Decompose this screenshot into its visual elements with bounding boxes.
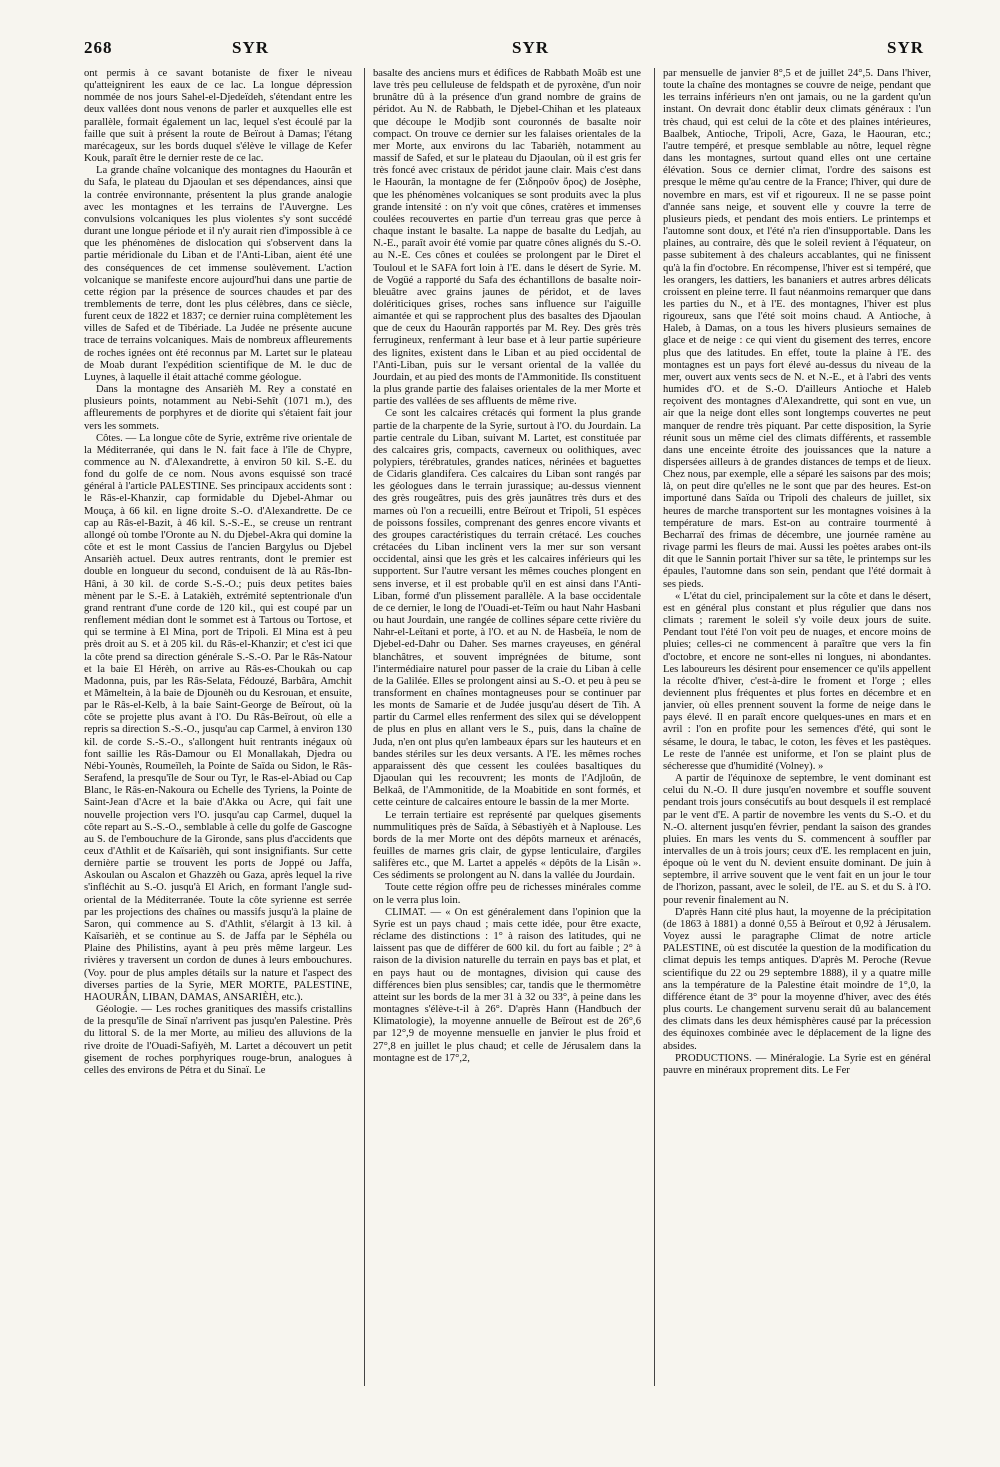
paragraph: A partir de l'équinoxe de septembre, le vent dominant est celui du N.-O. Il dure jusqu'en novembre et souffle souvent pendant trois jours consécutifs au bout desquels il est remplacé par le vent d'E. A partir de novembre les vents du S.-O. et du N.-O. alternent jusqu'en février, pendant la saison des grandes pluies. En mars les vents du S. commencent à souffler par intervalles de un à trois jours; ceux d'E. les remplacent en juin, époque où le vent du N. devient ensuite dominant. De juin à septembre, il arrive souvent que le vent fait en un jour le tour de l'horizon, passant, avec le soleil, de l'E. au S. et du S. à l'O. pour revenir finalement au N. <box>663 773 931 906</box>
paragraph: par mensuelle de janvier 8°,5 et de juillet 24°,5. Dans l'hiver, toute la chaîne des montagnes se couvre de neige, pendant que les terrains inférieurs n'en ont jamais, ou ne la gardent qu'un instant. On devrait donc établir deux climats généraux : l'un très chaud, qui est celui de la côte et des plaines intérieures, Baalbek, Antioche, Tripoli, Acre, Gaza, le Haouran, etc.; l'autre tempéré, et presque semblable au nôtre, lequel règne dans les montagnes, surtout quand elles ont une certaine élévation. Sous ce dernier climat, l'ordre des saisons est presque le même qu'au centre de la France; l'hiver, qui dure de novembre en mars, est vif et rigoureux. Il ne se passe point d'année sans neige, et souvent elle y couvre la terre de plusieurs pieds, et pendant des mois entiers. Le printemps et l'automne sont doux, et l'été n'a rien d'insupportable. Dans les plaines, au contraire, dès que le soleil revient à l'équateur, on passe subitement à des chaleurs accablantes, qui ne finissent qu'à la fin d'octobre. En récompense, l'hiver est si tempéré, que les orangers, les dattiers, les bananiers et autres arbres délicats croissent en pleine terre. Il faut néanmoins remarquer que dans les parties du N., et à l'E. des montagnes, l'hiver est plus rigoureux, sans que l'été soit moins chaud. A Antioche, à Haleb, à Damas, on a tous les hivers plusieurs semaines de glace et de neige : ce qui vient du gisement des terres, encore plus que des latitudes. En effet, toute la plaine à l'E. des montagnes est un pays fort élevé au-dessus du niveau de la mer, ouvert aux vents secs de N. et N.-E., et à l'abri des vents humides d'O. et de S.-O. D'ailleurs Antioche et Haleb reçoivent des montagnes d'Alexandrette, qui sont en vue, un air que la neige dont elles sont longtemps couvertes ne peut manquer de rendre très piquant. Par cette disposition, la Syrie réunit sous un même ciel des climats différents, et rassemble dans une enceinte étroite des jouissances que la nature a dispersées ailleurs à de grandes distances de temps et de lieux. Chez nous, par exemple, elle a séparé les saisons par des mois; là, on peut dire qu'elles ne le sont que par des heures. Est-on importuné dans Saïda ou Tripoli des chaleurs de juillet, six heures de marche transportent sur les montagnes voisines à la température de mars. Est-on au contraire tourmenté à Becharraï des frimas de décembre, une journée ramène au rivage parmi les fleurs de mai. Aussi les poètes arabes ont-ils dit que le Sannin portait l'hiver sur sa tête, le printemps sur les épaules, l'automne dans son sein, pendant que l'été dormait à ses pieds. <box>663 68 931 590</box>
paragraph: ont permis à ce savant botaniste de fixer le niveau qu'atteignirent les eaux de ce lac. La longue dépression nommée de nos jours Sahel-el-Djedeïdeh, s'étendant entre les deux vallées dont nous venons de parler et auxquelles elle est parallèle, formait également un lac, lequel s'est écoulé par la faille que suit à présent la route de Beïrout à Damas; l'étang marécageux, sur les bords duquel s'élève le village de Kefer Kouk, paraît être le dernier reste de ce lac. <box>84 68 352 165</box>
column-divider <box>654 68 655 1386</box>
paragraph: La grande chaîne volcanique des montagnes du Haourân et du Safa, le plateau du Djaoulan et ses dépendances, ainsi que la contrée environnante, présentent la plus grande analogie avec les montagnes et les terrains de l'Auvergne. Les convulsions volcaniques les plus violentes s'y sont succédé durant une longue période et il n'y aurait rien d'impossible à ce que les phénomènes de dislocation qui s'observent dans la partie méridionale du Liban et de l'Anti-Liban, aient été une des conséquences de cet immense soulèvement. L'action volcanique se manifeste encore aujourd'hui dans une partie de cette région par la présence de sources chaudes et par des tremblements de terre, dont les plus célèbres, dans ce siècle, furent ceux de 1822 et 1837; ce dernier ruina complètement les villes de Safed et de Tibériade. La Judée ne présente aucune trace de terrains volcaniques. Mais de nombreux affleurements de roches ignées ont été reconnus par M. Lartet sur le plateau de Moab durant l'expédition scientifique de M. le duc de Luynes, à laquelle il était attaché comme géologue. <box>84 165 352 383</box>
text-column-1 <box>84 68 352 1386</box>
running-head-right: SYR <box>886 38 924 57</box>
page-number: 268 <box>84 38 113 57</box>
column-divider <box>364 68 365 1386</box>
paragraph: Dans la montagne des Ansarièh M. Rey a constaté en plusieurs points, notamment au Nebi-Sehît (1071 m.), des affleurements de porphyres et de diorite qui s'étaient fait jour vers les sommets. <box>84 384 352 432</box>
page-header <box>84 38 932 64</box>
paragraph: D'après Hann cité plus haut, la moyenne de la précipitation (de 1863 à 1881) a donné 0,55 à Beïrout et 0,92 à Jérusalem. Voyez aussi le paragraphe Climat de notre article PALESTINE, où est discutée la question de la modification du climat depuis les temps antiques. D'après M. Peroche (Revue scientifique du 22 ou 29 septembre 1888), il y a quatre mille ans la température de la Palestine était moindre de 1°,0, la différence étant de 3° pour la moyenne d'hiver, avec des étés plus courts. Le changement survenu serait dû au balancement des climats dans les deux hémisphères causé par la précession des équinoxes combinée avec le déplacement de la ligne des absides. <box>663 906 931 1052</box>
paragraph: PRODUCTIONS. — Minéralogie. La Syrie est en général pauvre en minéraux proprement dits. Le Fer <box>663 1052 931 1076</box>
running-head-center: SYR <box>512 38 550 57</box>
paragraph: Géologie. — Les roches granitiques des massifs cristallins de la presqu'île de Sinaï n'arrivent pas jusqu'en Palestine. Près du littoral S. de la mer Morte, au milieu des alluvions de la rive droite de l'Ouadi-Safiyèh, M. Lartet a découvert un petit gisement de roches porphyriques rouge-brun, analogues à celles des environs de Pétra et du Sinaï. Le <box>84 1004 352 1076</box>
text-column-2 <box>373 68 641 1386</box>
paragraph: Le terrain tertiaire est représenté par quelques gisements nummulitiques près de Saïda, à Sébastiyèh et à Naplouse. Les bords de la mer Morte ont des dépôts marneux et arénacés, feuilles de marnes gris clair, de gypse lenticulaire, d'argiles salifères etc., que M. Lartet a appelés « dépôts de la Lisân ». Ces sédiments se prolongent au N. dans la vallée du Jourdain. <box>373 809 641 882</box>
running-head-left: SYR <box>232 38 270 57</box>
paragraph: basalte des anciens murs et édifices de Rabbath Moâb est une lave très peu celluleuse de feldspath et de pyroxène, d'un noir brunâtre dû à la présence d'un grand nombre de grains de péridot. Au N. de Rabbath, le Djebel-Chihan et les plateaux que découpe le Modjib sont couronnés de basalte noir compact. On trouve ce dernier sur les falaises orientales de la mer Morte, aux environs du lac Tabarièh, notamment au massif de Safed, et sur le plateau du Djaoulan, où il est gris fer très foncé avec cristaux de péridot jaune clair. Mais c'est dans le Haourân, la montagne de fer (Σιδηροῦν ὄρος) de Josèphe, que les phénomènes volcaniques se sont produits avec la plus grande intensité : on n'y voit que cônes, cratères et immenses coulées recouvertes en partie d'un terreau gras que perce à chaque instant le basalte. La nappe de basalte du Ledjah, au N.-E., paraît avoir été vomie par quatre cônes alignés du S.-O. au N.-E. Ces cônes et coulées se prolongent par le Diret el Touloul et le SAFA fort loin à l'E. dans le désert de Syrie. M. de Vogüé a rapporté du Safa des échantillons de basalte noir-bleuâtre avec grains jaunes de péridot, et de laves dolériticiques grises, roches sans influence sur l'aiguille aimantée et qui se rapprochent plus des basaltes des Djaoulan que de ceux du Haourân rapportés par M. Rey. Des grès très ferrugineux, renfermant à leur base et à leur partie supérieure des lignites, existent dans le Liban et au pied occidental de l'Anti-Liban, puis sur le versant oriental de la vallée du Jourdain, et au pied des monts de l'Ammonitide. Ils constituent la plus grande partie des falaises orientales de la mer Morte et partie des vallées de ses affluents de même rive. <box>373 68 641 408</box>
paragraph: Toute cette région offre peu de richesses minérales comme on le verra plus loin. <box>373 882 641 906</box>
text-column-3 <box>663 68 931 1386</box>
paragraph: CLIMAT. — « On est généralement dans l'opinion que la Syrie est un pays chaud ; mais cette idée, pour être exacte, réclame des distinctions : 1° à raison des latitudes, qui ne laissent pas que de différer de 600 kil. du fort au faible ; 2° à raison de la division naturelle du terrain en pays bas et plat, et en pays haut ou de montagnes, division qui cause des différences bien plus sensibles; car, tandis que le thermomètre atteint sur les bords de la mer 31 à 32 ou 33°, à peine dans les montagnes s'élève-t-il à 26°. D'après Hann (Handbuch der Klimatologie), la moyenne annuelle de Beïrout est de 26°,6 par 12°,9 de moyenne mensuelle en janvier le plus froid et 27°,8 en juillet le plus chaud; et celle de Jérusalem dans la montagne est de 17°,2, <box>373 906 641 1064</box>
paragraph: « L'état du ciel, principalement sur la côte et dans le désert, est en général plus constant et plus régulier que dans nos climats ; rarement le soleil s'y voile deux jours de suite. Pendant tout l'été l'on voit peu de nuages, et encore moins de pluies; celles-ci ne commencent à paraître que vers la fin d'octobre, et encore ne sont-elles ni longues, ni abondantes. Les laboureurs les désirent pour ensemencer ce qu'ils appellent la récolte d'hiver, c'est-à-dire le froment et l'orge ; elles deviennent plus fréquentes et plus fortes en décembre et en janvier, où elles prennent souvent la forme de neige dans le pays élevé. Il en paraît encore quelques-unes en mars et en avril : l'on en profite pour les semences d'été, qui sont le sésame, le doura, le tabac, le coton, les fèves et les pastèques. Le reste de l'année est uniforme, et l'on se plaint plus de sécheresse que d'humidité (Volney). » <box>663 590 931 772</box>
paragraph: Ce sont les calcaires crétacés qui forment la plus grande partie de la charpente de la Syrie, surtout à l'O. du Jourdain. La partie centrale du Liban, suivant M. Lartet, est constituée par des calcaires gris, compacts, caverneux ou oolithiques, avec polypiers, térébratules, grandes natices, nérinées et baguettes de Cidaris glandifera. Ces calcaires du Liban sont rangés par les géologues dans le terrain jurassique; au-dessus viennent des grès rougeâtres, puis des grès jaunâtres très durs et des marnes où l'on a recueilli, entre Beïrout et Tripoli, 51 espèces de poissons fossiles, comprenant des genres encore vivants et des groupes caractéristiques du terrain crétacé. Les couches crétacées du Liban inclinent vers la mer sur son versant occidental, ainsi que les grès et les calcaires inférieurs qui les supportent. Sur l'autre versant les mêmes couches plongent en sens inverse, et il est probable qu'il en est ainsi dans l'Anti-Liban, formé d'un plissement parallèle. A la base occidentale de ce dernier, le long de l'Ouadi-et-Teïm ou haut Nahr Hasbani ou haut Jourdain, une rangée de collines sépare cette rivière du Nahr-el-Leïtani et porte, à l'O. et au N. de Hasbeïa, le nom de Djebel-ed-Dahr ou Daher. Ses marnes crayeuses, en général blanchâtres, et souvent imprégnées de bitume, sont l'intermédiaire naturel pour passer de la craie du Liban à celle de la Galilée. Elles se prolongent ainsi au S.-O. et peu à peu se transforment en chaînes montagneuses pour se continuer par les monts de Samarie et de Judée jusqu'au désert de Tih. A partir du Carmel elles renferment des silex qui se développent de plus en plus en allant vers le S., puis, dans la chaîne de Juda, n'en ont plus qu'en lambeaux épars sur les hauteurs et en bandes stériles sur les deux versants. A l'E. les mêmes roches apparaissent dès que cessent les coulées basaltiques du Djaoulan qui les recouvrent; les monts de l'Adjloûn, de Belkaâ, de l'Ammonitide, de la Moabitide en sont formés, et cette ceinture de calcaires entoure le bassin de la mer Morte. <box>373 408 641 809</box>
paragraph: Côtes. — La longue côte de Syrie, extrême rive orientale de la Méditerranée, qui dans le N. fait face à l'île de Chypre, commence au N. d'Alexandrette, à environ 50 kil. S.-E. du fond du golfe de ce nom. Nous avons esquissé son tracé général à l'article PALESTINE. Ses principaux accidents sont : le Râs-el-Khanzir, cap formidable du Djebel-Ahmar ou Mouça, à 66 kil. en ligne droite S.-O. d'Alexandrette. De ce cap au Râs-el-Bazit, à 46 kil. S.-S.-E., se creuse un rentrant allongé où tombe l'Oronte au N. du Djebel-Akra qui domine la côte et est le mont Cassius de l'ancien Bargylus ou Djebel Ansarièh actuel. Deux autres rentrants, dont le premier est double en longueur du second, conduisent de là au Râs-Ibn-Hâni, à 30 kil. de corde S.-S.-O.; puis deux petites baies mènent par le S.-E. à Latakièh, extrémité septentrionale d'un grand rentrant d'une corde de 120 kil., qui est coupé par un renflement médian dont le sommet est à Tartous ou Tortose, et qui se termine à El Mina, port de Tripoli. El Mina est à peu près droit au S. et à 205 kil. du Râs-el-Khanzir; et c'est ici que la côte prend sa direction générale S.-S.-O. Par le Râs-Natour et la baie El Hérèh, on arrive au Râs-es-Choukah ou cap Madonna, puis, par les Râs-Selata, Fédouzé, Barbâra, Amchit et Mâmeltein, à la baie de Djounèh ou du Kesrouan, et ensuite, par le Râs-el-Kelb, à la baie Saint-George de Beïrout, où la côte se projette plus avant à l'O. Du Râs-Beïrout, où elle a repris sa direction S.-S.-O., jusqu'au cap Carmel, à environ 130 kil. de corde S.-S.-O., s'allongent huit rentrants inégaux où font saillie les Râs-Damour ou El Monallakah, Djedra ou Nébi-Younès, Roumeïleh, la Pointe de Saïda ou Sidon, le Râs-Serafend, la presqu'île de Sour ou Tyr, le Ras-el-Abiad ou Cap Blanc, le Râs-en-Nakoura ou Echelle des Tyriens, la Pointe de Saint-Jean d'Acre et la baie d'Akka ou Acre, qui fait une nouvelle projection vers l'O. jusqu'au cap Carmel, duquel la côte repart au S.-S.-O., semblable à celle du golfe de Gascogne au S. de l'embouchure de la Gironde, sans plus d'accidents que ceux d'Athlit et de Kaïsarièh, qui sont insignifiants. Sur cette dernière partie se trouvent les ports de Joppé ou Jaffa, Askoulan ou Ascalon et Ghazzèh ou Gaza, après lequel la rive s'infléchit au S.-O. jusqu'à El Arich, en formant l'angle sud-oriental de la Méditerranée. Toute la côte syrienne est serrée par les projections des chaînes ou massifs jusqu'à la plaine de Saron, qui commence au S. d'Athlit, s'élargit à 13 kil. à Kaïsarièh, et se continue au S. de Jaffa par le Séphéla ou Plaine des Philistins, ayant à peu près même largeur. Les rivières y traversent un cordon de dunes à leurs embouchures. (Voy. pour de plus amples détails sur la nature et l'aspect des diverses parties de la Syrie, MER MORTE, PALESTINE, HAOURÂN, LIBAN, DAMAS, ANSARIÈH, etc.). <box>84 432 352 1003</box>
